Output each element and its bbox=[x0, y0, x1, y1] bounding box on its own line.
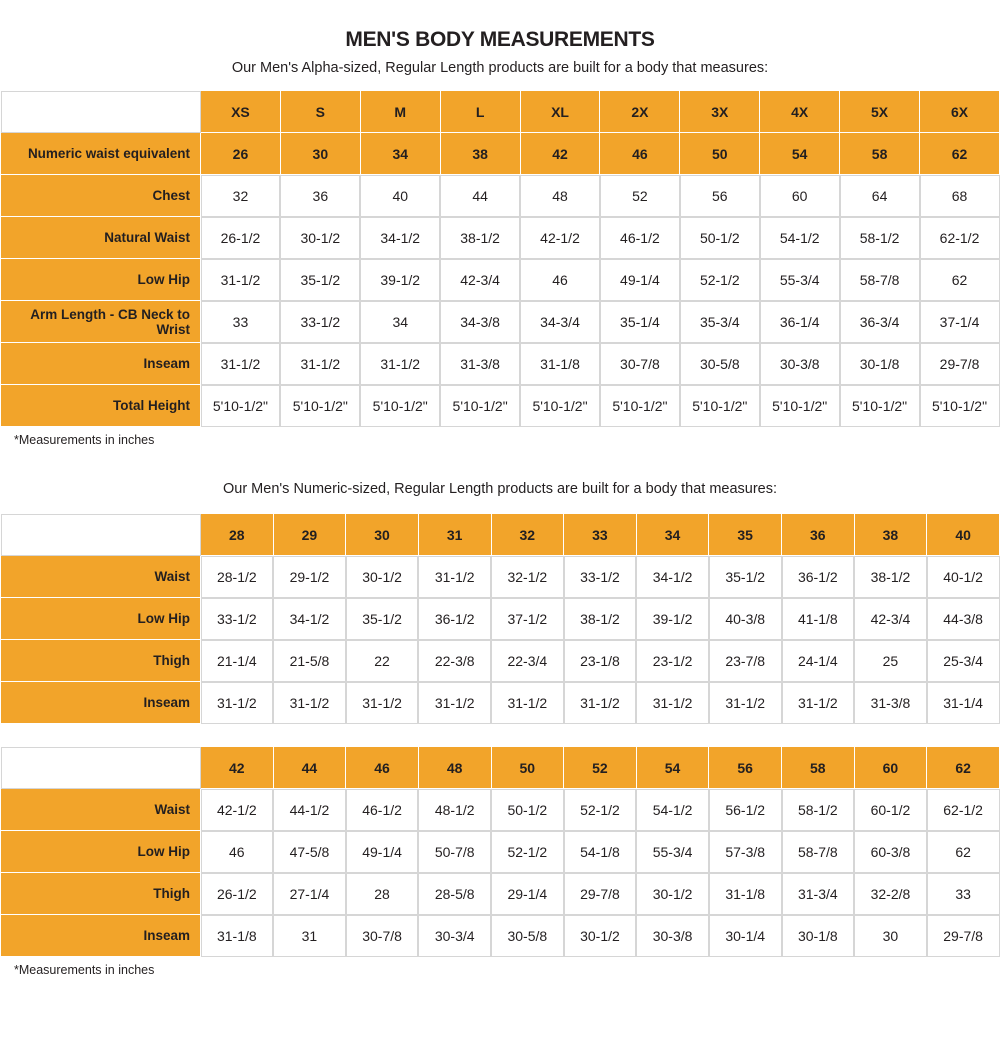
measurement-cell: 46-1/2 bbox=[600, 217, 680, 259]
numeric-subtitle: Our Men's Numeric-sized, Regular Length products are built for a body that measures: bbox=[222, 481, 778, 497]
measurement-cell: 38-1/2 bbox=[440, 217, 520, 259]
row-label: Waist bbox=[1, 556, 201, 598]
column-header-size: M bbox=[360, 91, 440, 133]
column-header-size: 48 bbox=[418, 747, 491, 789]
alpha-table-body bbox=[1, 175, 1000, 427]
measurement-cell: 34-3/8 bbox=[440, 301, 520, 343]
measurement-cell: 39-1/2 bbox=[636, 598, 709, 640]
measurement-cell: 55-3/4 bbox=[636, 831, 709, 873]
column-header-size: 46 bbox=[346, 747, 419, 789]
measurement-cell: 28-5/8 bbox=[418, 873, 491, 915]
measurement-cell: 5'10-1/2" bbox=[680, 385, 760, 427]
column-header-size: 5X bbox=[840, 91, 920, 133]
measurement-cell: 36-1/2 bbox=[418, 598, 491, 640]
measurement-cell: 62 bbox=[920, 259, 1000, 301]
measurement-cell: 31-3/4 bbox=[782, 873, 855, 915]
measurement-cell: 34 bbox=[360, 301, 440, 343]
table-row bbox=[1, 789, 1000, 831]
column-header-size: 42 bbox=[201, 747, 274, 789]
measurement-cell: 31-3/8 bbox=[854, 682, 927, 724]
measurement-cell: 46 bbox=[520, 259, 600, 301]
measurement-cell: 42-3/4 bbox=[440, 259, 520, 301]
measurement-cell: 60 bbox=[760, 175, 840, 217]
measurement-cell: 36-1/2 bbox=[782, 556, 855, 598]
measurement-cell: 29-1/2 bbox=[273, 556, 346, 598]
measurement-cell: 31-1/4 bbox=[927, 682, 1000, 724]
measurement-cell: 49-1/4 bbox=[346, 831, 419, 873]
row-label: Low Hip bbox=[1, 831, 201, 873]
table-row bbox=[1, 831, 1000, 873]
table-row bbox=[1, 873, 1000, 915]
measurement-cell: 55-3/4 bbox=[760, 259, 840, 301]
table-row bbox=[1, 217, 1000, 259]
measurement-cell: 52 bbox=[600, 175, 680, 217]
measurement-cell: 35-3/4 bbox=[680, 301, 760, 343]
measurement-cell: 62-1/2 bbox=[920, 217, 1000, 259]
row-label: Arm Length - CB Neck to Wrist bbox=[1, 301, 201, 343]
numeric-waist-cell: 50 bbox=[680, 133, 760, 175]
measurement-cell: 48 bbox=[520, 175, 600, 217]
column-header-size: 40 bbox=[927, 514, 1000, 556]
measurement-cell: 24-1/4 bbox=[782, 640, 855, 682]
measurement-cell: 33 bbox=[927, 873, 1000, 915]
measurement-cell: 50-1/2 bbox=[491, 789, 564, 831]
row-label: Inseam bbox=[1, 343, 201, 385]
measurement-cell: 31-1/8 bbox=[709, 873, 782, 915]
column-header-size: 52 bbox=[564, 747, 637, 789]
alpha-footnote: *Measurements in inches bbox=[14, 433, 155, 447]
measurement-cell: 5'10-1/2" bbox=[360, 385, 440, 427]
measurement-cell: 40-3/8 bbox=[709, 598, 782, 640]
column-header-size: 31 bbox=[418, 514, 491, 556]
measurement-cell: 30-3/8 bbox=[760, 343, 840, 385]
numeric-table-2-body bbox=[1, 789, 1000, 957]
table-row bbox=[1, 175, 1000, 217]
measurement-cell: 27-1/4 bbox=[273, 873, 346, 915]
table-row bbox=[1, 385, 1000, 427]
measurement-cell: 37-1/2 bbox=[491, 598, 564, 640]
measurement-cell: 38-1/2 bbox=[564, 598, 637, 640]
measurement-cell: 29-7/8 bbox=[927, 915, 1000, 957]
table-header-row bbox=[1, 514, 1000, 556]
measurement-cell: 23-7/8 bbox=[709, 640, 782, 682]
measurement-cell: 31-1/2 bbox=[782, 682, 855, 724]
measurement-cell: 36 bbox=[280, 175, 360, 217]
measurement-cell: 44-3/8 bbox=[927, 598, 1000, 640]
measurement-cell: 5'10-1/2" bbox=[920, 385, 1000, 427]
measurement-cell: 31-3/8 bbox=[440, 343, 520, 385]
column-header-size: 58 bbox=[782, 747, 855, 789]
measurement-cell: 33-1/2 bbox=[280, 301, 360, 343]
measurement-cell: 47-5/8 bbox=[273, 831, 346, 873]
row-label: Chest bbox=[1, 175, 201, 217]
measurement-cell: 34-3/4 bbox=[520, 301, 600, 343]
column-header-size: 50 bbox=[491, 747, 564, 789]
column-header-size: 30 bbox=[346, 514, 419, 556]
measurement-cell: 56 bbox=[680, 175, 760, 217]
numeric-footnote: *Measurements in inches bbox=[14, 963, 155, 977]
column-header-size: 3X bbox=[680, 91, 760, 133]
measurement-cell: 40 bbox=[360, 175, 440, 217]
measurement-cell: 31 bbox=[273, 915, 346, 957]
measurement-cell: 31-1/2 bbox=[491, 682, 564, 724]
row-label: Thigh bbox=[1, 640, 201, 682]
measurement-cell: 52-1/2 bbox=[491, 831, 564, 873]
measurement-cell: 52-1/2 bbox=[680, 259, 760, 301]
measurement-cell: 26-1/2 bbox=[201, 873, 274, 915]
numeric-waist-cell: 38 bbox=[440, 133, 520, 175]
measurement-cell: 30-7/8 bbox=[600, 343, 680, 385]
row-label: Thigh bbox=[1, 873, 201, 915]
measurement-cell: 34-1/2 bbox=[273, 598, 346, 640]
measurement-cell: 41-1/8 bbox=[782, 598, 855, 640]
measurement-cell: 30-5/8 bbox=[491, 915, 564, 957]
measurement-cell: 33 bbox=[201, 301, 281, 343]
numeric-waist-cell: 46 bbox=[600, 133, 680, 175]
row-label: Inseam bbox=[1, 915, 201, 957]
measurement-cell: 35-1/2 bbox=[280, 259, 360, 301]
column-header-size: 29 bbox=[273, 514, 346, 556]
row-label: Low Hip bbox=[1, 598, 201, 640]
measurement-cell: 31-1/8 bbox=[201, 915, 274, 957]
measurement-cell: 44-1/2 bbox=[273, 789, 346, 831]
measurement-cell: 36-1/4 bbox=[760, 301, 840, 343]
measurement-cell: 52-1/2 bbox=[564, 789, 637, 831]
measurement-cell: 42-1/2 bbox=[520, 217, 600, 259]
measurement-cell: 54-1/2 bbox=[636, 789, 709, 831]
column-header-size: 44 bbox=[273, 747, 346, 789]
column-header-size: XL bbox=[520, 91, 600, 133]
measurement-cell: 50-7/8 bbox=[418, 831, 491, 873]
numeric-waist-cell: 34 bbox=[360, 133, 440, 175]
measurement-cell: 46-1/2 bbox=[346, 789, 419, 831]
table-header-row bbox=[1, 747, 1000, 789]
measurement-cell: 60-3/8 bbox=[854, 831, 927, 873]
measurement-cell: 29-7/8 bbox=[564, 873, 637, 915]
measurement-cell: 31-1/2 bbox=[201, 343, 281, 385]
measurement-cell: 5'10-1/2" bbox=[440, 385, 520, 427]
table-header-row bbox=[1, 91, 1000, 133]
measurement-cell: 5'10-1/2" bbox=[600, 385, 680, 427]
column-header-size: 54 bbox=[636, 747, 709, 789]
measurement-cell: 48-1/2 bbox=[418, 789, 491, 831]
measurement-cell: 58-7/8 bbox=[840, 259, 920, 301]
measurement-cell: 31-1/2 bbox=[280, 343, 360, 385]
measurement-cell: 31-1/2 bbox=[273, 682, 346, 724]
column-header-size: XS bbox=[201, 91, 281, 133]
column-header-size: 32 bbox=[491, 514, 564, 556]
corner-cell bbox=[1, 91, 201, 133]
measurement-cell: 54-1/2 bbox=[760, 217, 840, 259]
measurement-cell: 5'10-1/2" bbox=[840, 385, 920, 427]
table-row bbox=[1, 343, 1000, 385]
measurement-cell: 5'10-1/2" bbox=[201, 385, 281, 427]
table-row bbox=[1, 301, 1000, 343]
table-gap bbox=[0, 724, 1000, 746]
measurement-cell: 28 bbox=[346, 873, 419, 915]
measurement-cell: 30-1/2 bbox=[564, 915, 637, 957]
column-header-size: S bbox=[280, 91, 360, 133]
table-row bbox=[1, 640, 1000, 682]
column-header-size: 35 bbox=[709, 514, 782, 556]
measurement-cell: 31-1/2 bbox=[418, 682, 491, 724]
measurement-cell: 30-3/4 bbox=[418, 915, 491, 957]
measurement-cell: 25-3/4 bbox=[927, 640, 1000, 682]
measurement-cell: 30-1/8 bbox=[782, 915, 855, 957]
row-label: Natural Waist bbox=[1, 217, 201, 259]
measurement-cell: 34-1/2 bbox=[360, 217, 440, 259]
column-header-size: 33 bbox=[564, 514, 637, 556]
table-row bbox=[1, 682, 1000, 724]
measurement-cell: 25 bbox=[854, 640, 927, 682]
measurement-cell: 29-7/8 bbox=[920, 343, 1000, 385]
measurement-cell: 34-1/2 bbox=[636, 556, 709, 598]
column-header-size: 34 bbox=[636, 514, 709, 556]
numeric-size-table-1 bbox=[0, 513, 1000, 724]
alpha-subtitle: Our Men's Alpha-sized, Regular Length products are built for a body that measures: bbox=[231, 60, 769, 76]
measurement-cell: 60-1/2 bbox=[854, 789, 927, 831]
measurement-cell: 30-1/2 bbox=[280, 217, 360, 259]
measurement-cell: 5'10-1/2" bbox=[520, 385, 600, 427]
measurement-cell: 31-1/2 bbox=[418, 556, 491, 598]
column-header-size: L bbox=[440, 91, 520, 133]
measurement-cell: 26-1/2 bbox=[201, 217, 281, 259]
numeric-waist-cell: 62 bbox=[920, 133, 1000, 175]
measurement-cell: 57-3/8 bbox=[709, 831, 782, 873]
numeric-table-1-body bbox=[1, 556, 1000, 724]
measurement-cell: 40-1/2 bbox=[927, 556, 1000, 598]
corner-cell bbox=[1, 747, 201, 789]
numeric-waist-cell: 30 bbox=[280, 133, 360, 175]
numeric-waist-row bbox=[1, 133, 1000, 175]
measurement-cell: 22 bbox=[346, 640, 419, 682]
measurement-cell: 35-1/2 bbox=[346, 598, 419, 640]
measurement-cell: 58-7/8 bbox=[782, 831, 855, 873]
measurement-cell: 30-1/2 bbox=[636, 873, 709, 915]
row-label: Low Hip bbox=[1, 259, 201, 301]
numeric-waist-cell: 58 bbox=[840, 133, 920, 175]
measurement-cell: 36-3/4 bbox=[840, 301, 920, 343]
measurement-cell: 62 bbox=[927, 831, 1000, 873]
alpha-size-table bbox=[0, 90, 1000, 427]
measurement-cell: 58-1/2 bbox=[840, 217, 920, 259]
measurement-cell: 5'10-1/2" bbox=[280, 385, 360, 427]
measurement-cell: 37-1/4 bbox=[920, 301, 1000, 343]
row-label-numeric-waist: Numeric waist equivalent bbox=[1, 133, 201, 175]
measurement-cell: 31-1/2 bbox=[346, 682, 419, 724]
measurement-cell: 32-1/2 bbox=[491, 556, 564, 598]
measurement-cell: 42-1/2 bbox=[201, 789, 274, 831]
measurement-cell: 46 bbox=[201, 831, 274, 873]
page-title: MEN'S BODY MEASUREMENTS bbox=[345, 28, 655, 51]
measurement-cell: 32 bbox=[201, 175, 281, 217]
measurement-cell: 23-1/8 bbox=[564, 640, 637, 682]
measurement-cell: 31-1/2 bbox=[360, 343, 440, 385]
measurement-cell: 33-1/2 bbox=[201, 598, 274, 640]
numeric-waist-cell: 54 bbox=[760, 133, 840, 175]
measurement-cell: 58-1/2 bbox=[782, 789, 855, 831]
measurement-cell: 38-1/2 bbox=[854, 556, 927, 598]
measurement-cell: 31-1/2 bbox=[564, 682, 637, 724]
measurement-cell: 31-1/8 bbox=[520, 343, 600, 385]
corner-cell bbox=[1, 514, 201, 556]
column-header-size: 62 bbox=[927, 747, 1000, 789]
measurement-cell: 68 bbox=[920, 175, 1000, 217]
table-row bbox=[1, 915, 1000, 957]
column-header-size: 38 bbox=[854, 514, 927, 556]
measurement-cell: 50-1/2 bbox=[680, 217, 760, 259]
measurement-cell: 39-1/2 bbox=[360, 259, 440, 301]
measurement-cell: 5'10-1/2" bbox=[760, 385, 840, 427]
row-label: Total Height bbox=[1, 385, 201, 427]
measurement-cell: 30-5/8 bbox=[680, 343, 760, 385]
measurement-cell: 29-1/4 bbox=[491, 873, 564, 915]
measurement-cell: 30-1/2 bbox=[346, 556, 419, 598]
measurement-cell: 64 bbox=[840, 175, 920, 217]
column-header-size: 4X bbox=[760, 91, 840, 133]
column-header-size: 60 bbox=[854, 747, 927, 789]
table-row bbox=[1, 598, 1000, 640]
measurement-cell: 22-3/8 bbox=[418, 640, 491, 682]
measurement-cell: 42-3/4 bbox=[854, 598, 927, 640]
row-label: Inseam bbox=[1, 682, 201, 724]
measurement-cell: 21-5/8 bbox=[273, 640, 346, 682]
column-header-size: 56 bbox=[709, 747, 782, 789]
measurement-cell: 32-2/8 bbox=[854, 873, 927, 915]
column-header-size: 28 bbox=[201, 514, 274, 556]
measurement-cell: 31-1/2 bbox=[201, 682, 274, 724]
column-header-size: 36 bbox=[782, 514, 855, 556]
measurement-cell: 30-3/8 bbox=[636, 915, 709, 957]
measurement-cell: 54-1/8 bbox=[564, 831, 637, 873]
numeric-waist-cell: 42 bbox=[520, 133, 600, 175]
numeric-size-table-2 bbox=[0, 746, 1000, 957]
measurement-cell: 21-1/4 bbox=[201, 640, 274, 682]
measurement-cell: 33-1/2 bbox=[564, 556, 637, 598]
measurement-cell: 30-1/4 bbox=[709, 915, 782, 957]
measurement-cell: 23-1/2 bbox=[636, 640, 709, 682]
measurement-cell: 30-7/8 bbox=[346, 915, 419, 957]
measurement-cell: 30 bbox=[854, 915, 927, 957]
numeric-waist-cell: 26 bbox=[201, 133, 281, 175]
measurement-cell: 30-1/8 bbox=[840, 343, 920, 385]
measurement-cell: 22-3/4 bbox=[491, 640, 564, 682]
measurement-cell: 44 bbox=[440, 175, 520, 217]
measurement-cell: 31-1/2 bbox=[636, 682, 709, 724]
measurement-cell: 35-1/2 bbox=[709, 556, 782, 598]
measurement-cell: 49-1/4 bbox=[600, 259, 680, 301]
column-header-size: 6X bbox=[920, 91, 1000, 133]
table-row bbox=[1, 556, 1000, 598]
measurement-cell: 56-1/2 bbox=[709, 789, 782, 831]
measurement-cell: 31-1/2 bbox=[201, 259, 281, 301]
table-row bbox=[1, 259, 1000, 301]
measurement-cell: 31-1/2 bbox=[709, 682, 782, 724]
measurement-cell: 62-1/2 bbox=[927, 789, 1000, 831]
row-label: Waist bbox=[1, 789, 201, 831]
column-header-size: 2X bbox=[600, 91, 680, 133]
measurement-cell: 28-1/2 bbox=[201, 556, 274, 598]
measurement-cell: 35-1/4 bbox=[600, 301, 680, 343]
